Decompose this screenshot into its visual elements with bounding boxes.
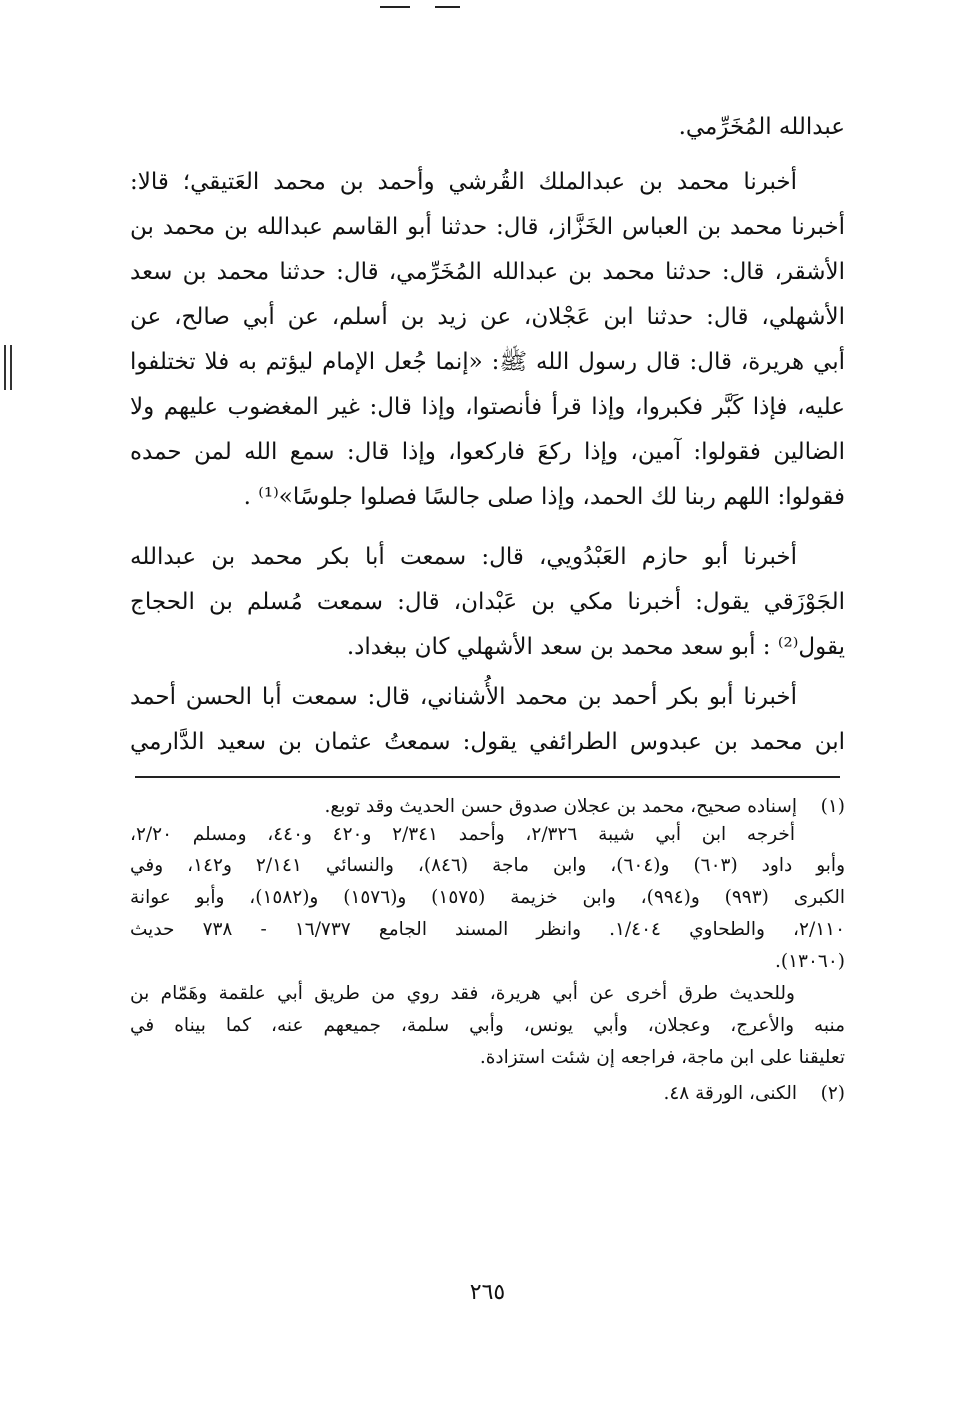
text-line: الأشقر، قال: حدثنا محمد بن عبدالله المُخَرِّمي، قال: حدثنا محمد بن سعد xyxy=(130,259,845,285)
footnote-line: الكبرى (٩٩٣) و(٩٩٤)، وابن خزيمة (١٥٧٥) و(١٥٧٦) و(١٥٨٢)، وأبو عوانة xyxy=(130,887,845,908)
footnote-line: وللحديث طرق أخرى عن أبي هريرة، فقد روي من طريق أبي علقمة وهَمّام بن xyxy=(130,983,795,1004)
page-number: ٢٦٥ xyxy=(469,1280,506,1305)
text-line: يقول⁽²⁾ : أبو سعد محمد بن سعد الأشهلي كان ببغداد. xyxy=(346,634,845,660)
margin-marks xyxy=(4,345,14,390)
footnote-separator xyxy=(135,776,840,778)
text-line: أخبرنا أبو حازم العَبْدُويي، قال: سمعت أبا بكر محمد بن عبدالله xyxy=(130,544,797,570)
paragraph-2 xyxy=(130,535,845,670)
text-line: الضالين فقولوا: آمين، وإذا ركعَ فاركعوا، وإذا قال: سمع الله لمن حمده xyxy=(130,439,845,465)
text-line: ابن محمد بن عبدوس الطرائفي يقول: سمعتُ عثمان بن سعيد الدَّارمي xyxy=(130,729,845,755)
footnote-line: منبه والأعرج، وعجلان، وأبي يونس، وأبي سلمة، جميعهم عنه، كما بيناه في xyxy=(130,1015,845,1036)
footnote-line: أخرجه ابن أبي شيبة ٢/٣٢٦، وأحمد ٢/٣٤١ و٤٢٠ و٤٤٠، ومسلم ٢/٢٠، xyxy=(130,824,795,845)
paragraph-1 xyxy=(130,160,845,520)
text-line: أخبرنا محمد بن عبدالملك القُرشي وأحمد بن محمد العَتيقي؛ قالا: xyxy=(130,169,797,195)
footnote-number: (١) xyxy=(820,796,845,817)
header-marks xyxy=(380,6,480,10)
text-line: أبي هريرة، قال: قال رسول الله ﷺ: «إنما جُعل الإمام ليؤتم به فلا تختلفوا xyxy=(130,349,845,375)
text-line: أخبرنا أبو بكر أحمد بن محمد الأُشناني، قال: سمعت أبا الحسن أحمد xyxy=(130,684,797,710)
paragraph-3 xyxy=(130,675,845,765)
footnote-number: (٢) xyxy=(820,1083,845,1104)
footnote-text: الكنى، الورقة ٤٨. xyxy=(663,1083,797,1104)
text-line: الأشهلي، قال: حدثنا ابن عَجْلان، عن زيد بن أسلم، عن أبي صالح، عن xyxy=(130,304,845,330)
footnotes xyxy=(130,793,845,1114)
text-line: الجَوْزَقي يقول: أخبرنا مكي بن عَبْدان، قال: سمعت مُسلم بن الحجاج xyxy=(130,589,845,615)
footnote-2 xyxy=(130,1074,845,1114)
top-line: عبدالله المُخَرِّمي. xyxy=(678,114,845,140)
footnote-line: تعليقنا على ابن ماجة، فراجعه إن شئت استزادة. xyxy=(479,1047,845,1068)
footnote-line: وأبو داود (٦٠٣) و(٦٠٤)، وابن ماجة (٨٤٦)، والنسائي ٢/١٤١ و١٤٢، وفي xyxy=(130,855,845,876)
text-line: فقولوا: اللهم ربنا لك الحمد، وإذا صلى جالسًا فصلوا جلوسًا»⁽¹⁾ . xyxy=(243,484,845,510)
top-line-block xyxy=(130,112,845,142)
text-line: أخبرنا محمد بن العباس الخَزَّاز، قال: حدثنا أبو القاسم عبدالله بن محمد بن xyxy=(130,214,845,240)
footnote-text: إسناده صحيح، محمد بن عجلان صدوق حسن الحديث وقد توبع. xyxy=(324,796,797,817)
footnote-1-first-line xyxy=(130,793,845,820)
footnote-line: (١٣٠٦٠). xyxy=(774,951,845,972)
text-line: عليه، فإذا كَبَّر فكبروا، وإذا قرأ فأنصتوا، وإذا قال: غير المغضوب عليهم ولا xyxy=(130,394,845,420)
footnote-line: ٢/١١٠، والطحاوي ١/٤٠٤. وانظر المسند الجامع ١٦/٧٣٧ - ٧٣٨ حديث xyxy=(130,919,845,940)
